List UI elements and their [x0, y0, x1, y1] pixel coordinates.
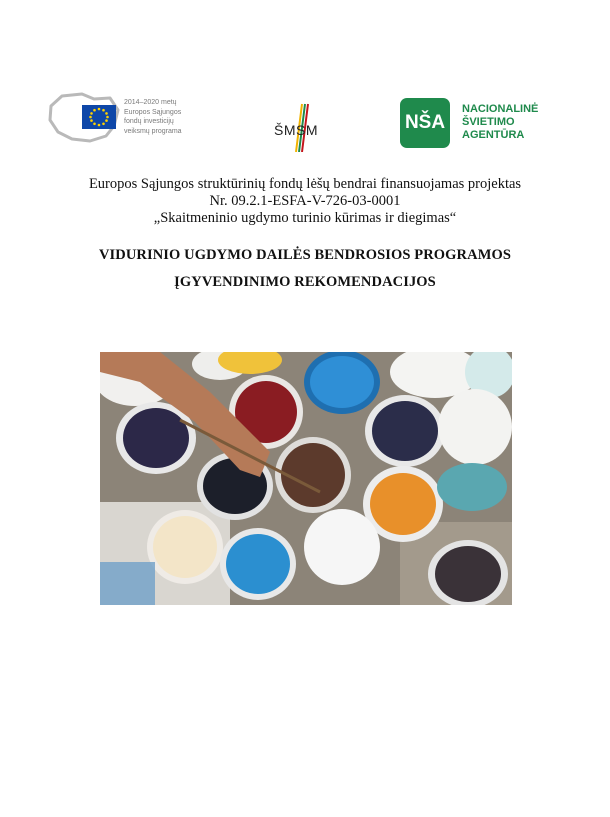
- document-title-line-1: VIDURINIO UGDYMO DAILĖS BENDROSIOS PROGRAMOS: [98, 247, 512, 263]
- project-name: „Skaitmeninio ugdymo turinio kūrimas ir diegimas“: [153, 210, 457, 226]
- agency-logo-mark: NŠA: [400, 98, 450, 148]
- eu-funds-logo: [48, 92, 208, 144]
- project-funding-line: Europos Sąjungos struktūrinių fondų lėšų bendrai finansuojamas projektas: [88, 176, 522, 192]
- eu-caption-line: Europos Sąjungos: [124, 108, 182, 116]
- agency-logo-text: [462, 103, 538, 142]
- agency-name-line: AGENTŪRA: [462, 129, 525, 141]
- agency-logo: [400, 98, 560, 150]
- paint-buckets-photo: [100, 352, 512, 605]
- eu-caption-line: fondų investicijų: [124, 118, 174, 125]
- eu-flag-icon: [82, 105, 116, 129]
- eu-caption-line: 2014–2020 metų: [124, 99, 177, 106]
- document-title-line-2: ĮGYVENDINIMO REKOMENDACIJOS: [174, 274, 436, 290]
- agency-name-line: ŠVIETIMO: [462, 116, 515, 128]
- eu-funds-caption: [124, 98, 214, 136]
- agency-name-line: NACIONALINĖ: [462, 103, 539, 115]
- eu-caption-line: veiksmų programa: [124, 127, 182, 135]
- project-number: Nr. 09.2.1-ESFA-V-726-03-0001: [209, 193, 401, 209]
- ministry-logo-text: ŠMSM: [274, 122, 318, 138]
- ministry-logo: [272, 100, 332, 152]
